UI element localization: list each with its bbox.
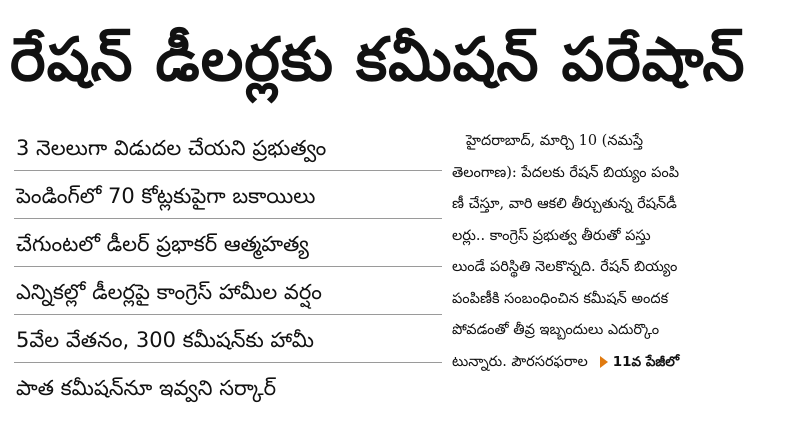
headline: రేషన్ డీలర్లకు కమీషన్ పరేషాన్ [10,25,746,95]
body-line: లుండే పరిస్థితి నెలకొన్నది. రేషన్ బియ్యం [452,259,678,275]
highlight-item: పాత కమీషన్‌నూ ఇవ్వని సర్కార్ [16,376,277,400]
highlight-item: 5వేల వేతనం, 300 కమీషన్‌కు హామీ [14,318,442,363]
highlights-list [14,126,442,413]
article-body [452,126,792,378]
continued-on-link[interactable] [600,347,679,379]
highlight-item: చేగుంటలో డీలర్ ప్రభాకర్ ఆత్మహత్య [14,222,442,267]
body-line: ణీ చేస్తూ, వారి ఆకలి తీర్చుతున్న రేషన్‌డీ [452,196,677,212]
continued-on-label: 11వ పేజీలో [612,353,680,370]
body-line: పంపిణీకి సంబంధించిన కమీషన్ అందక [452,290,669,307]
body-last-text: టున్నారు. పౌరసరఫరాల [452,353,588,370]
body-line: హైదరాబాద్, మార్చి 10 (నమస్తే [466,133,644,149]
body-last-line [452,347,792,379]
chevron-right-icon [600,356,608,368]
body-line: తెలంగాణ): పేదలకు రేషన్ బియ్యం పంపి [452,164,680,181]
highlight-item: 3 నెలలుగా విడుదల చేయని ప్రభుత్వం [14,126,442,171]
highlight-item: పెండింగ్‌లో 70 కోట్లకుపైగా బకాయిలు [14,174,442,219]
body-line: పోవడంతో తీవ్ర ఇబ్బందులు ఎదుర్కొం [452,322,660,338]
body-line: లర్లు.. కాంగ్రెస్ ప్రభుత్వ తీరుతో పస్తు [452,227,651,244]
highlight-item: ఎన్నికల్లో డీలర్లపై కాంగ్రెస్ హామీల వర్షం [14,270,442,315]
